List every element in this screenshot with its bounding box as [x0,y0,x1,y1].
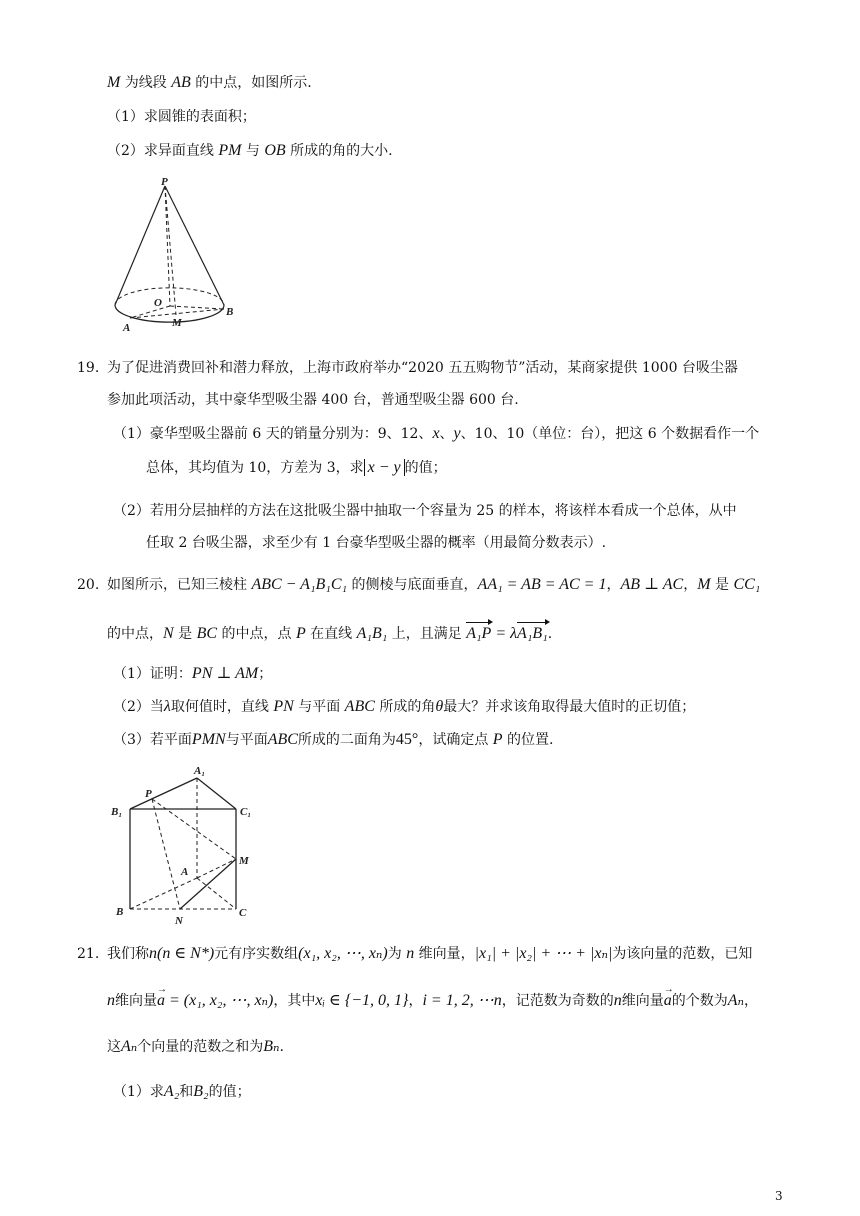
q21-part1: （1）求A₂和B₂的值； [113,1083,251,1100]
q19-part2-line2: 任取 2 台吸尘器，求至少有 1 台豪华型吸尘器的概率（用最简分数表示）. [146,535,607,551]
cone-label-m: M [172,317,182,329]
q20-part3: （3）若平面PMN与平面ABC所成的二面角为45°，试确定点 P 的位置. [113,731,554,748]
cone-segment-ob [170,306,224,309]
prism-label-a1: A₁ [194,765,206,777]
q21-line2: n维向量→ a = (x₁, x₂, ⋯, xₙ)，其中xᵢ ∈ {−1, 0, 1}，i = 1, 2, ⋯n，记范数为奇数的n维向量→ a的个数为Aₙ， [107,991,758,1011]
cone-base-back [115,288,224,305]
prism-label-c1: C₁ [240,806,252,818]
q21-line3: 这Aₙ个向量的范数之和为Bₙ. [107,1038,284,1055]
q18-part1: （1）求圆锥的表面积； [107,109,256,125]
q20-number: 20. [77,577,100,593]
q21-line1: 我们称n(n ∈ N*)元有序实数组(x₁, x₂, ⋯, xₙ)为 n 维向量，|x₁| + |x₂| + ⋯ + |xₙ|为该向量的范数，已知 [107,945,753,962]
q20-part2: （2）当λ取何值时，直线 PN 与平面 ABC 所成的角θ最大？并求该角取得最大值时的正切值； [113,698,696,715]
cone-label-p: P [161,176,168,188]
edge-b1a1 [130,778,197,809]
prism-label-a: A [181,866,189,878]
prism-label-b1: B₁ [111,806,123,818]
prism-label-n: N [175,915,183,927]
cone-label-o: O [154,297,162,309]
cone-edge-left [115,186,165,305]
cone-base-front [115,305,224,322]
cone-segment-oa [130,306,170,318]
prism-figure [108,760,258,934]
q19-part1-line1: （1）豪华型吸尘器前 6 天的销量分别为：9、12、x、y、10、10（单位：台），把这 6 个数据看作一个 [113,425,760,442]
q20-line2: 的中点，N 是 BC 的中点，点 P 在直线 A₁B₁ 上，且满足 A₁P = λA₁B₁. [107,621,552,644]
cone-label-a: A [123,322,131,334]
q21-number: 21. [77,946,100,962]
segment-nm [180,859,236,909]
edge-ba [130,878,197,909]
q19-part2-line1: （2）若用分层抽样的方法在这批吸尘器中抽取一个容量为 25 的样本，将该样本看成一个总体，从中 [113,503,737,519]
edge-a1c1 [197,778,236,809]
q18-intro: M 为线段 AB 的中点，如图所示. [107,74,312,91]
cone-figure [108,175,243,344]
q19-number: 19. [77,360,100,376]
q19-line1: 为了促进消费回补和潜力释放，上海市政府举办“2020 五五购物节”活动，某商家提供 1000 台吸尘器 [107,360,738,376]
prism-label-b: B [116,906,124,918]
cone-label-b: B [226,306,234,318]
q19-part1-line2: 总体，其均值为 10，方差为 3，求 x − y 的值； [146,459,447,476]
prism-label-c: C [239,907,247,919]
q18-part2: （2）求异面直线 PM 与 OB 所成的角的大小. [107,142,393,159]
q20-part1: （1）证明：PN ⊥ AM； [113,665,273,682]
edge-ac [197,878,236,909]
q20-line1: 如图所示，已知三棱柱 ABC − A₁B₁C₁ 的侧棱与底面垂直，AA₁ = AB = AC = 1，AB ⊥ AC，M 是 CC₁ [107,576,761,593]
page-number: 3 [775,1189,783,1203]
prism-label-p: P [145,788,152,800]
prism-label-m: M [239,855,249,867]
segment-am [197,859,236,878]
q19-line2: 参加此项活动，其中豪华型吸尘器 400 台，普通型吸尘器 600 台. [107,392,519,408]
